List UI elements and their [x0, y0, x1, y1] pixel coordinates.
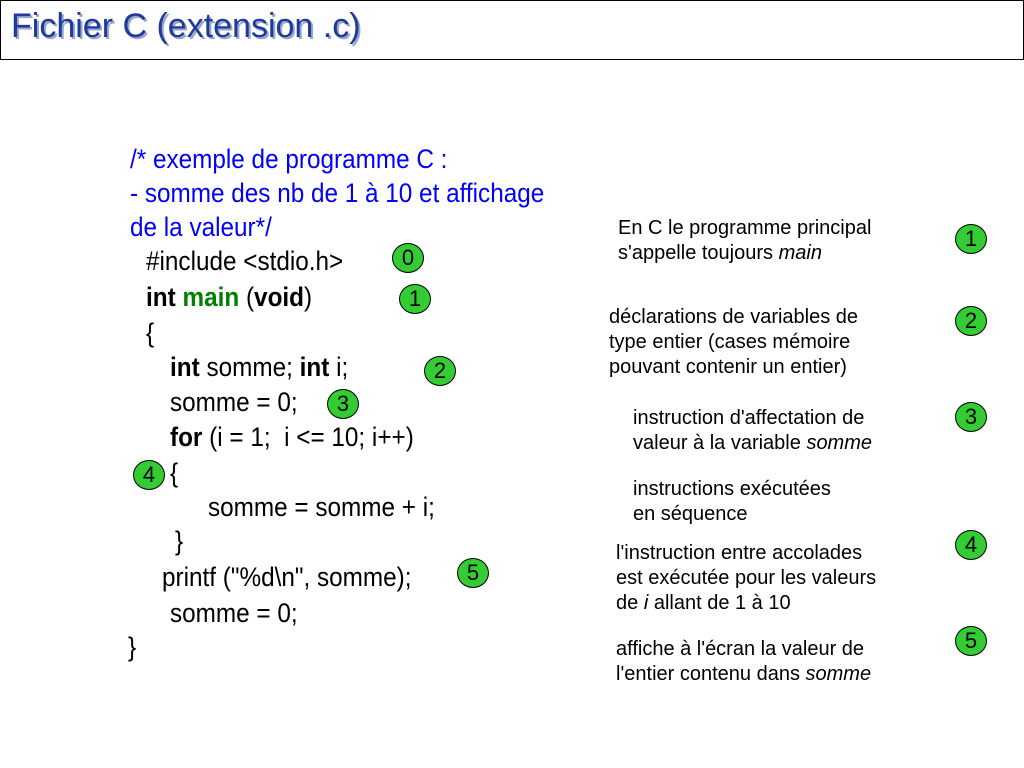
code-brace-open: { — [146, 318, 155, 348]
note-badge-1: 1 — [955, 224, 987, 254]
code-decl-i: i; — [329, 352, 349, 382]
code-for-rest: (i = 1; i <= 10; i++) — [202, 422, 414, 452]
code-include-line: #include <stdio.h> — [146, 246, 344, 276]
code-badge-3: 3 — [327, 389, 359, 419]
code-keyword-int: int — [146, 282, 176, 312]
code-paren-open: ( — [245, 282, 255, 312]
code-body-line: somme = somme + i; — [208, 492, 435, 522]
note-loop-line-3: de i allant de 1 à 10 — [616, 592, 791, 614]
code-for-brace-close: } — [175, 526, 184, 556]
note-assign-line-2: valeur à la variable somme — [633, 432, 873, 454]
code-keyword-int: int — [170, 352, 200, 382]
note-printf — [616, 637, 871, 687]
note-main — [618, 216, 871, 266]
title-bar — [0, 0, 1024, 60]
code-decl-somme: somme; — [199, 352, 300, 382]
code-keyword-for: for — [170, 422, 203, 452]
code-keyword-main: main — [182, 282, 240, 312]
code-for-brace-open: { — [170, 458, 179, 488]
note-sequence — [633, 477, 831, 527]
note-badge-4: 4 — [955, 530, 987, 560]
code-reset-line: somme = 0; — [170, 598, 298, 628]
code-brace-close: } — [128, 632, 137, 662]
code-badge-2: 2 — [424, 356, 456, 386]
note-badge-2: 2 — [955, 306, 987, 336]
note-assignment — [633, 406, 872, 456]
note-loop-line-1: l'instruction entre accolades — [616, 542, 863, 564]
note-printf-line-2: l'entier contenu dans somme — [616, 663, 872, 685]
code-paren-close: ) — [304, 282, 313, 312]
note-decl-line-3: pouvant contenir un entier) — [609, 356, 847, 378]
code-main-line — [146, 280, 312, 314]
code-comment-line-1: /* exemple de programme C : — [130, 144, 448, 174]
note-seq-line-2: en séquence — [633, 503, 748, 525]
note-loop — [616, 541, 876, 616]
code-printf-line: printf ("%d\n", somme); — [162, 562, 412, 592]
code-badge-4: 4 — [133, 460, 165, 490]
note-badge-5: 5 — [955, 626, 987, 656]
code-comment-line-3: de la valeur*/ — [130, 212, 272, 242]
code-keyword-void: void — [254, 282, 305, 312]
note-declarations — [609, 305, 858, 380]
code-comment-line-2: - somme des nb de 1 à 10 et affichage — [130, 178, 545, 208]
note-decl-line-2: type entier (cases mémoire — [609, 331, 851, 353]
note-seq-line-1: instructions exécutées — [633, 478, 831, 500]
code-badge-0: 0 — [392, 243, 424, 273]
note-assign-line-1: instruction d'affectation de — [633, 407, 865, 429]
page-title: Fichier C (extension .c) — [11, 7, 361, 45]
note-main-line-1: En C le programme principal — [618, 217, 872, 239]
code-for-line — [170, 420, 414, 454]
code-badge-1: 1 — [399, 284, 431, 314]
note-decl-line-1: déclarations de variables de — [609, 306, 859, 328]
note-badge-3: 3 — [955, 402, 987, 432]
code-assign-line: somme = 0; — [170, 387, 298, 417]
note-printf-line-1: affiche à l'écran la valeur de — [616, 638, 865, 660]
code-declaration-line — [170, 350, 348, 384]
code-keyword-int: int — [299, 352, 330, 382]
code-badge-5: 5 — [457, 558, 489, 588]
note-main-line-2: s'appelle toujours main — [618, 242, 822, 264]
note-loop-line-2: est exécutée pour les valeurs — [616, 567, 877, 589]
